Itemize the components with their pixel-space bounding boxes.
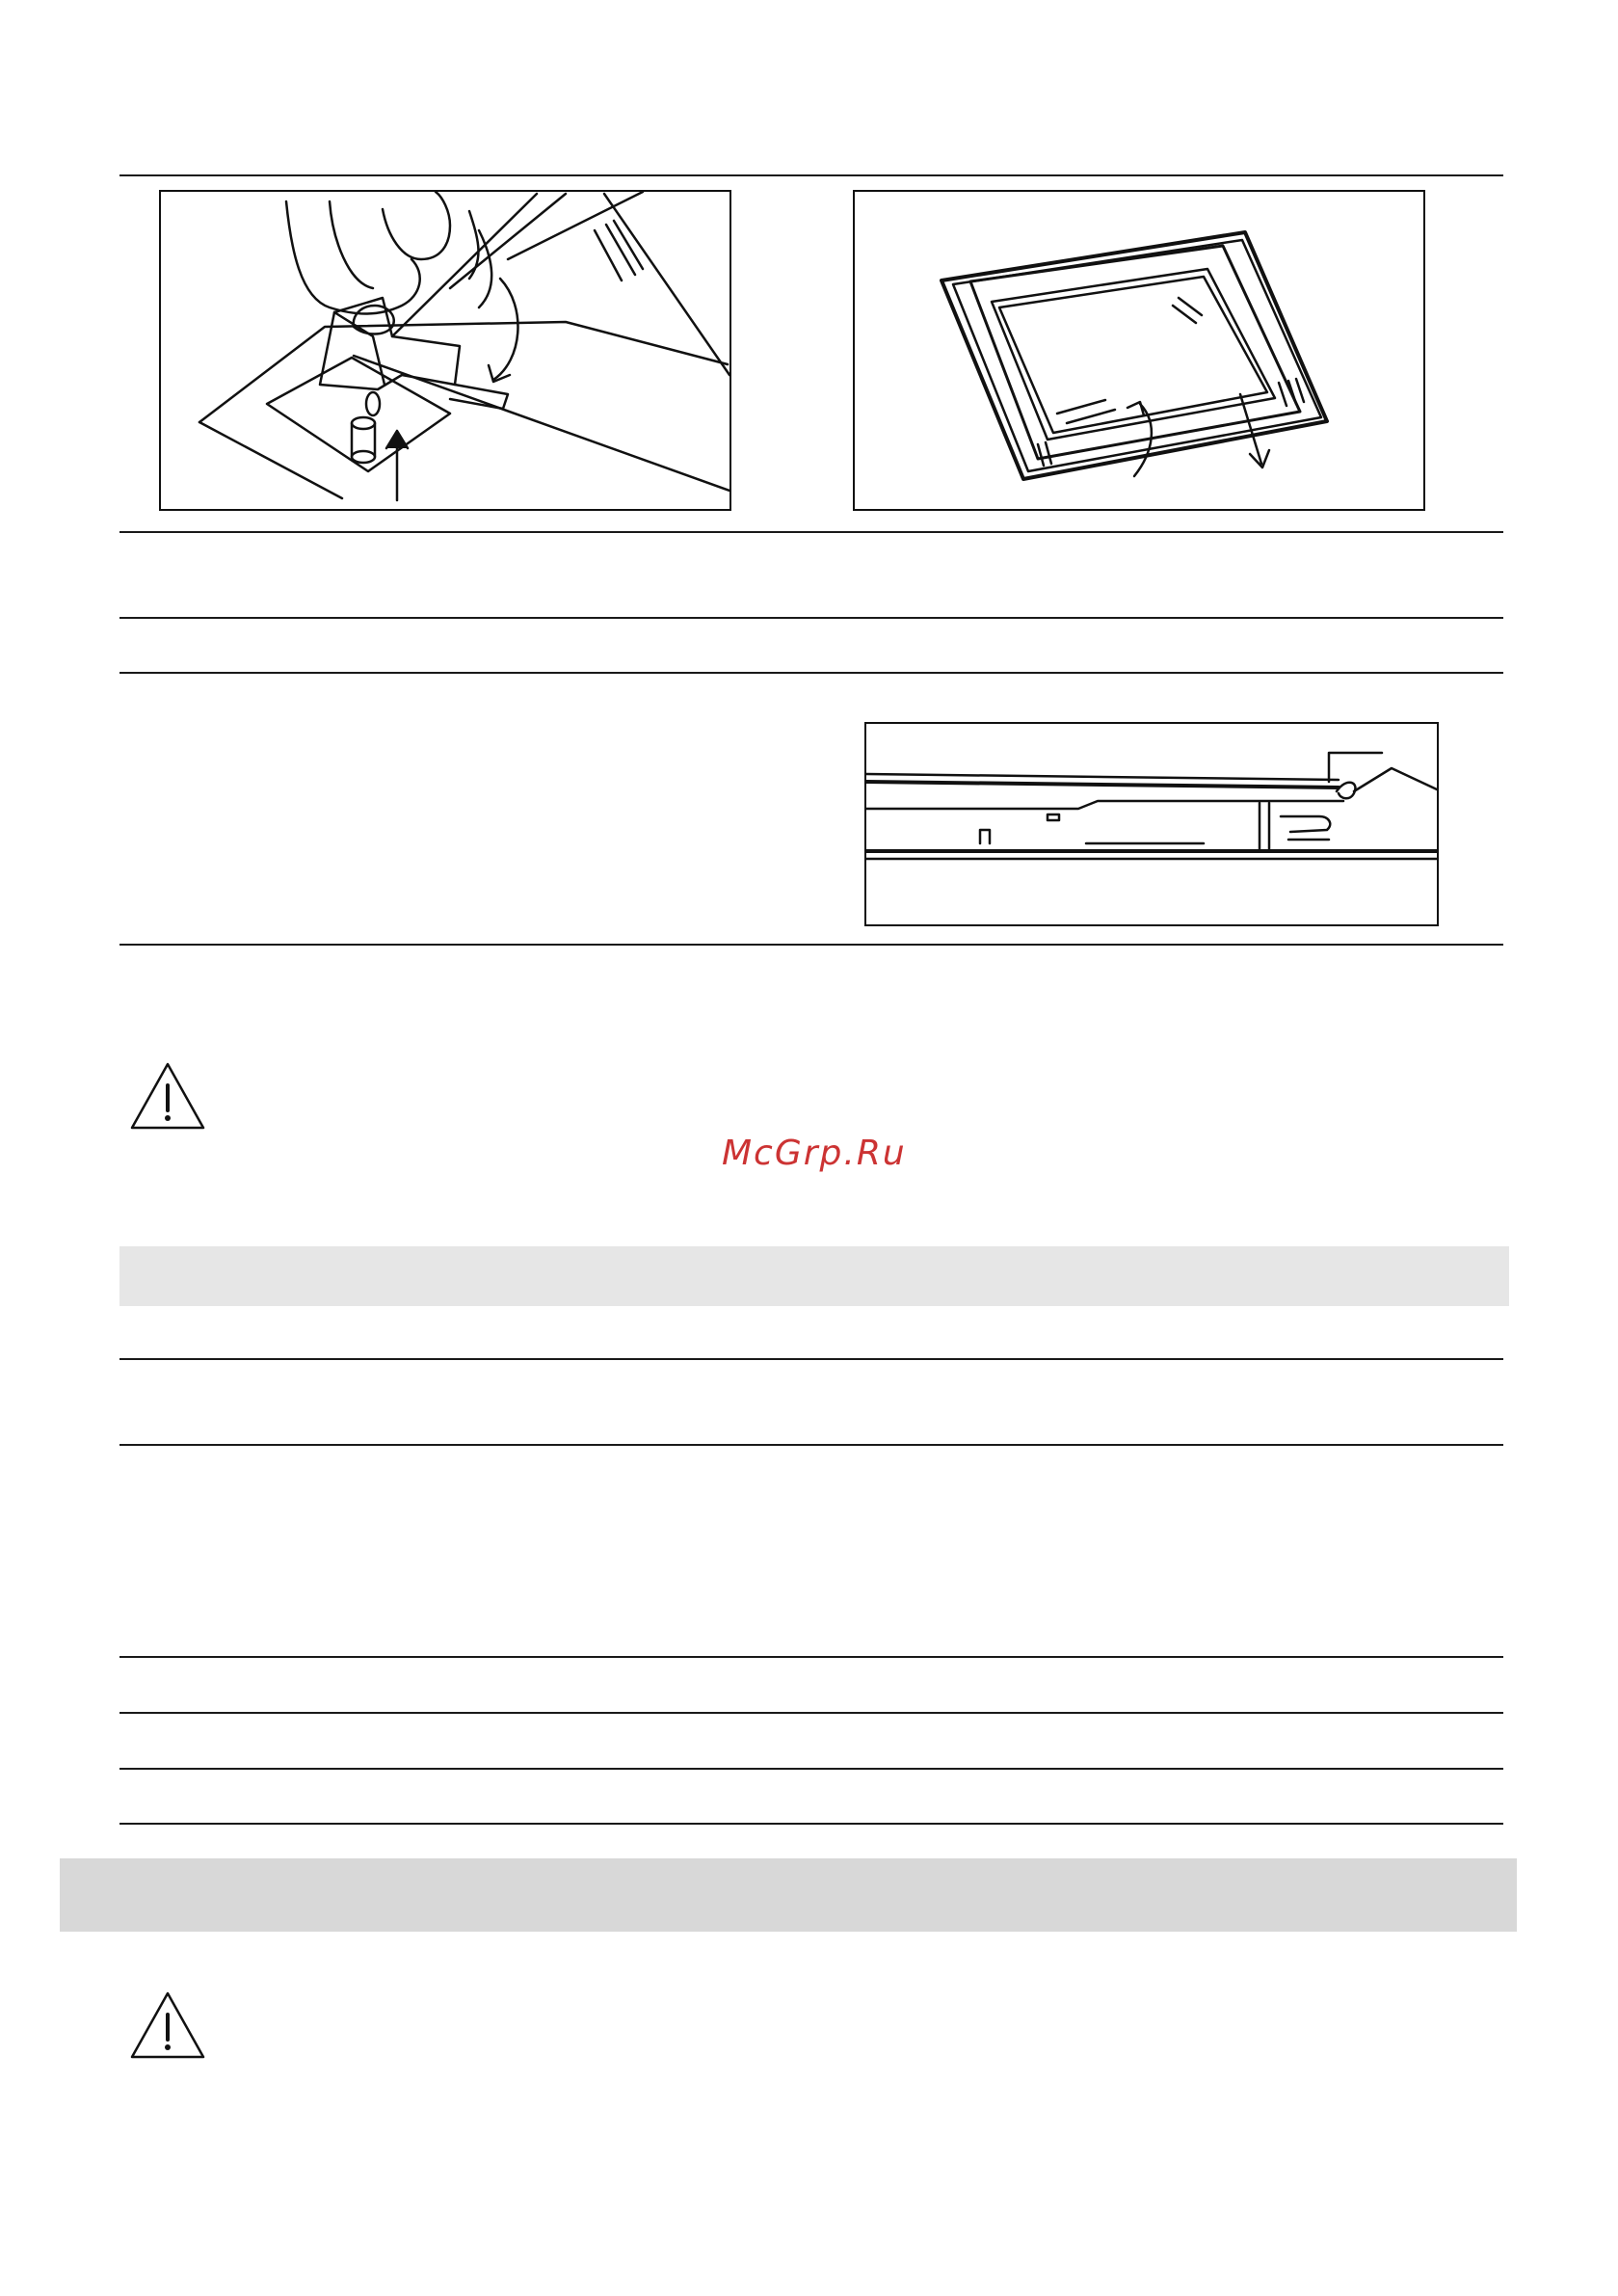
rule-row-3: [119, 672, 1503, 674]
rule-section2-1: [119, 1358, 1503, 1360]
door-glass-panel-icon: [855, 192, 1423, 509]
hinge-lever-icon: [161, 192, 729, 509]
figure-hinge-lock: [159, 190, 731, 511]
chapter-heading-band: [60, 1858, 1517, 1932]
warning-triangle-icon: [129, 1989, 206, 2061]
warning-triangle-icon: [129, 1060, 206, 1132]
rule-after-detail: [119, 944, 1503, 946]
rule-section2-5: [119, 1768, 1503, 1770]
rule-section2-2: [119, 1444, 1503, 1446]
section-heading-band: [119, 1246, 1509, 1306]
rule-section2-6: [119, 1823, 1503, 1825]
rule-top: [119, 174, 1503, 176]
figure-door-glass-panel: [853, 190, 1425, 511]
rule-row-2: [119, 617, 1503, 619]
rule-section2-4: [119, 1712, 1503, 1714]
rule-section2-3: [119, 1656, 1503, 1658]
glass-seal-detail-icon: [866, 724, 1437, 924]
figure-glass-seal-detail: [864, 722, 1439, 926]
watermark-text: McGrp.Ru: [722, 1134, 907, 1173]
rule-after-figures: [119, 531, 1503, 533]
